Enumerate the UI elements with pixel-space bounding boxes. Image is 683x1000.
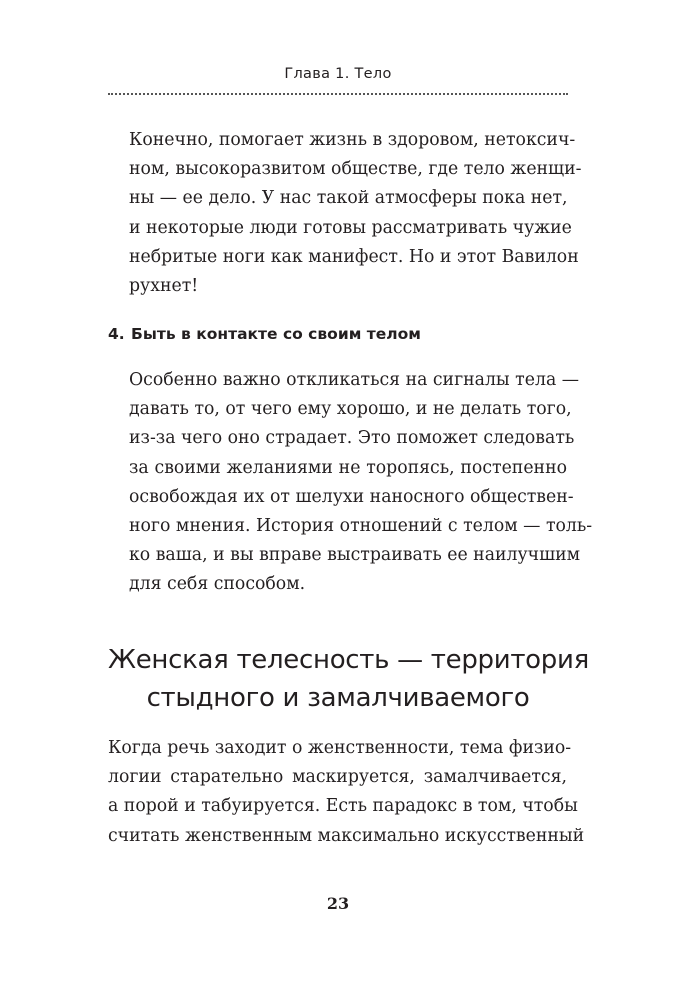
text-line: Конечно, помогает жизнь в здоровом, нетоксич-	[129, 130, 576, 150]
section-heading	[108, 641, 589, 717]
text-line: ны — ее дело. У нас такой атмосферы пока нет,	[129, 188, 568, 209]
text-line: за своими желаниями не торопясь, постепенно	[129, 457, 567, 478]
running-head: Глава 1. Тело	[284, 66, 392, 82]
list-number: 4.	[108, 325, 125, 343]
paragraph-2	[129, 366, 593, 600]
text-line: для себя способом.	[129, 574, 306, 595]
text-line: из-за чего оно страдает. Это поможет следовать	[129, 428, 575, 449]
paragraph-3	[108, 734, 585, 851]
text-line: ного мнения. История отношений с телом — толь-	[129, 516, 593, 537]
paragraph-1	[129, 126, 582, 301]
text-line: освобождая их от шелухи наносного обществен-	[129, 486, 574, 507]
text-line: и некоторые люди готовы рассматривать чужие	[129, 217, 572, 238]
heading-line: Женская телесность — территория	[108, 645, 589, 675]
text-line: ном, высокоразвитом обществе, где тело женщи-	[129, 159, 582, 180]
text-line: а порой и табуируется. Есть парадокс в том, чтобы	[108, 796, 578, 817]
heading-line: стыдного и замалчиваемого	[146, 683, 530, 713]
text-line: логии старательно маскируется, замалчивается,	[108, 767, 567, 788]
text-line: давать то, от чего ему хорошо, и не делать того,	[129, 399, 572, 420]
list-subheading	[108, 325, 568, 343]
list-subheading-text: Быть в контакте со своим телом	[131, 325, 421, 343]
text-line: Когда речь заходит о женственности, тема физио-	[108, 738, 572, 758]
page-number: 23	[326, 894, 350, 913]
text-line: небритые ноги как манифест. Но и этот Вавилон	[129, 246, 579, 267]
header-divider	[108, 93, 568, 95]
text-line: ко ваша, и вы вправе выстраивать ее наилучшим	[129, 545, 581, 566]
text-line: считать женственным максимально искусственный	[108, 825, 585, 846]
text-line: Особенно важно откликаться на сигналы тела —	[129, 370, 580, 390]
text-line: рухнет!	[129, 276, 199, 297]
